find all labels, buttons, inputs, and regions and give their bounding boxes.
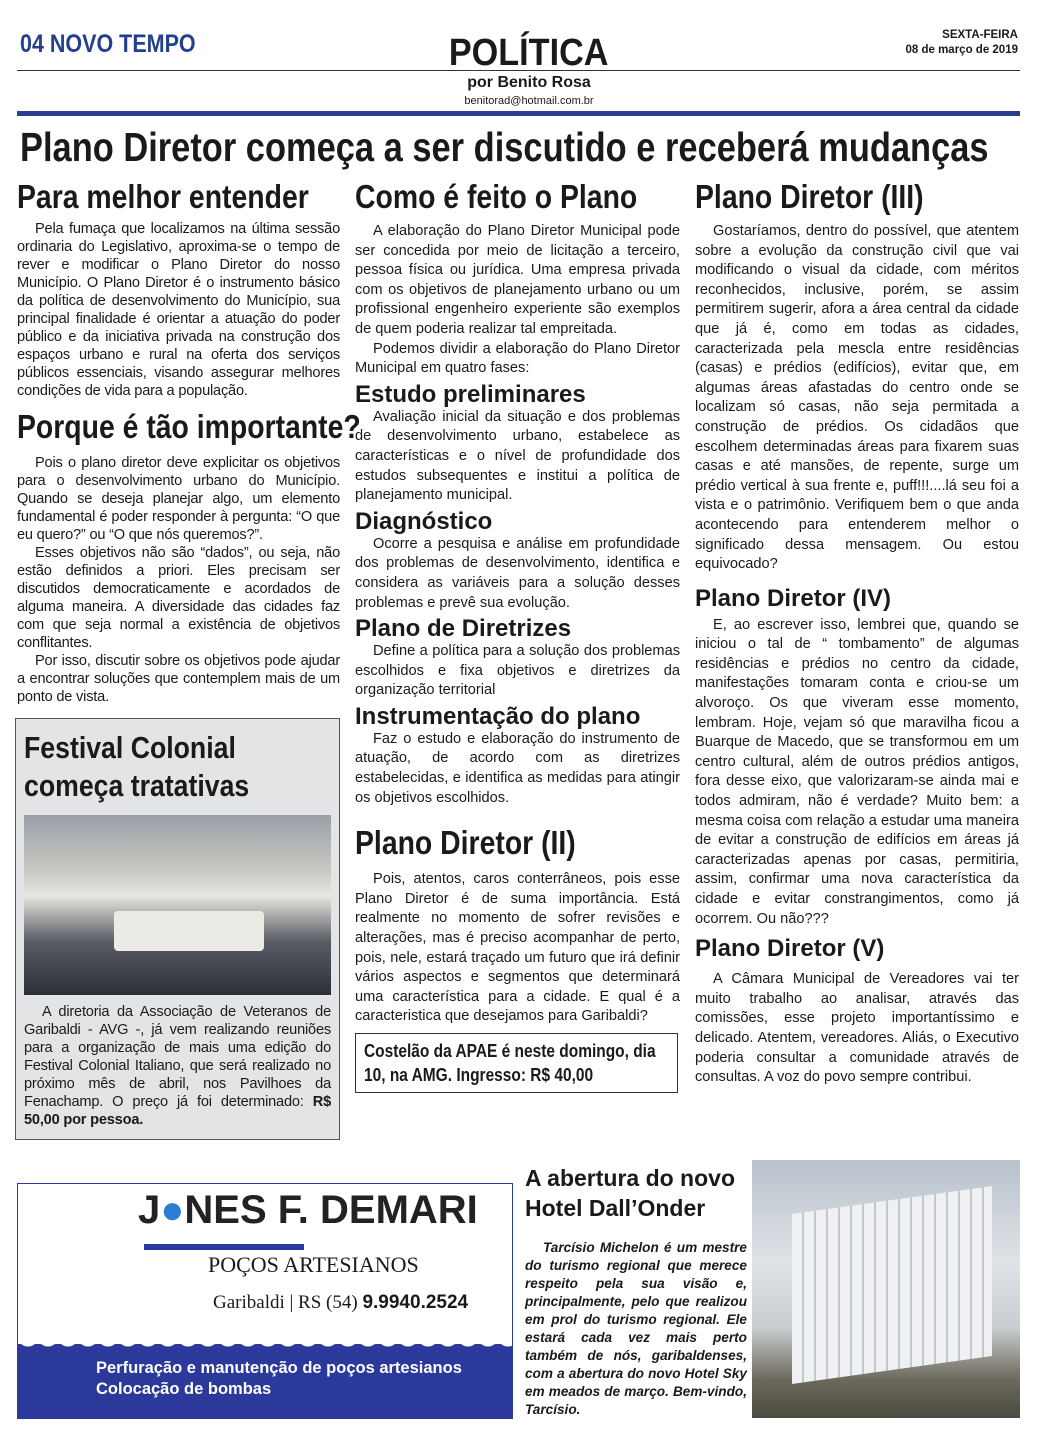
- paragraph: Gostaríamos, dentro do possível, que atentem sobre a evolução da construção civil que vai modificando o visual da cidade, com méritos reconhecidos, inclusive, porém, se assim permitirem sugerir, afora a área central da cidade que já é, como em todas as cidades, caracterizada pela mescla entre residências (casas) e prédios (edifícios), evitar que, em algumas áreas afastadas do centro onde se localizam só casas, não seja permitada a construção de prédios. Os cidadãos que escolhem determinadas áreas para fixarem suas casas e até mansões, de repente, surge um prédio vertical à sua frente e, puff!!!....lá seu foi a vista e o patrimônio. Verifiquem bem o que anda acontecendo para entenderem melhor o significado dessa mensagem. Ou estou equivocado?: [695, 223, 1019, 573]
- subheading: Plano de Diretrizes: [355, 615, 572, 643]
- paragraph: Faz o estudo e elaboração do instrumento de atuação, de acordo com as diretrizes estabelecidas, e identifica as medidas para atingir os objetivos escolhidos.: [355, 730, 680, 806]
- ad-contact: Garibaldi | RS (54) 9.9940.2524: [213, 1292, 469, 1313]
- demari-ad[interactable]: [17, 1183, 513, 1419]
- section-heading: Porque é tão importante?: [17, 408, 361, 445]
- meeting-photo: [24, 815, 331, 995]
- ad-name: J●NES F. DEMARI: [138, 1188, 478, 1232]
- paragraph: Avaliação inicial da situação e dos problemas de desenvolvimento urbano, estabelece as características e o nível de profundidade dos estudos subsequentes e institui a política de planejamento municipal.: [355, 408, 680, 504]
- subheading: Instrumentação do plano: [355, 702, 641, 730]
- subheading: Diagnóstico: [355, 507, 493, 535]
- water-drop-icon: ●: [160, 1188, 185, 1232]
- ad-services: Perfuração e manutenção de poços artesianos Colocação de bombas: [18, 1344, 512, 1419]
- costelao-box: Costelão da APAE é neste domingo, dia 10, na AMG. Ingresso: R$ 40,00: [355, 1033, 678, 1093]
- section-heading: Plano Diretor (III): [695, 178, 924, 215]
- dateline: SEXTA-FEIRA 08 de março de 2019: [905, 29, 1018, 56]
- festival-text: A diretoria da Associação de Veteranos de Garibaldi - AVG -, já vem realizando reuniões para a organização de mais uma edição do Festival Colonial Italiano, que será realizado no próximo mês de abril, nos Pavilhoes da Fenachamp. O preço já foi determinado: R$ 50,00 por pessoa.: [24, 1004, 331, 1128]
- paragraph: Por isso, discutir sobre os objetivos pode ajudar a encontrar soluções que contemplem mais de um ponto de vista.: [17, 653, 340, 705]
- festival-box: [15, 718, 340, 1140]
- author-email[interactable]: benitorad@hotmail.com.br: [464, 95, 594, 107]
- section-heading: Como é feito o Plano: [355, 178, 638, 215]
- section-heading: Plano Diretor (II): [355, 824, 576, 862]
- paragraph: Podemos dividir a elaboração do Plano Diretor Municipal em quatro fases:: [355, 340, 680, 377]
- paragraph: A elaboração do Plano Diretor Municipal pode ser concedida por meio de licitação a terceiro, pessoa física ou jurídica. Uma empresa privada com os objetivos de planejamento urbano ou um profissional engenheiro experiente são exemplos de quem poderia realizar tal empreitada.: [355, 223, 680, 337]
- byline: por Benito Rosa: [467, 74, 591, 91]
- subheading: Plano Diretor (IV): [695, 584, 892, 612]
- subheading: Estudo preliminares: [355, 380, 586, 408]
- hotel-photo: [752, 1160, 1020, 1418]
- paragraph: Pela fumaça que localizamos na última sessão ordinaria do Legislativo, aproxima-se o tempo de rever e modificar o Plano Diretor do nosso Município. O Plano Diretor é o instrumento básico da política de desenvolvimento do Município, sua principal finalidade é orientar a atuação do poder público e da iniciativa privada na construção dos espaços urbano e rural na oferta dos serviços públicos essenciais, visando assegurar melhores condições de vida para a população.: [17, 221, 340, 399]
- hotel-title: A abertura do novo Hotel Dall’Onder: [525, 1165, 735, 1221]
- subheading: Plano Diretor (V): [695, 935, 885, 963]
- headline: Plano Diretor começa a ser discutido e receberá mudanças: [20, 124, 989, 170]
- section-heading: Para melhor entender: [17, 178, 309, 215]
- section-title: POLÍTICA: [449, 32, 609, 74]
- wave-divider: [144, 1244, 304, 1250]
- hotel-text: Tarcísio Michelon é um mestre do turismo regional que merece respeito pela sua visão e, principalmente, pelo que realizou em prol do turismo regional. Ele estará cada vez mais perto também de nós, garibaldenses, com a abertura do novo Hotel Sky em meados de março. Bem-vindo, Tarcísio.: [525, 1240, 747, 1417]
- paragraph: A Câmara Municipal de Vereadores vai ter muito trabalho ao analisar, através das comissões, esse projeto importantíssimo e delicado. Atentem, vereadores. Aliás, o Executivo poderia consultar a comunidade através de consultas. A voz do povo sempre contribui.: [695, 971, 1019, 1086]
- ad-subtitle: POÇOS ARTESIANOS: [208, 1252, 419, 1277]
- paragraph: Pois o plano diretor deve explicitar os objetivos para o desenvolvimento urbano do Município. Quando se deseja planejar algo, um elemento fundamental é poder responder à pergunta: “O que eu quero?” ou “O que nós queremos?”.: [17, 455, 340, 543]
- header-rule: [17, 111, 1020, 116]
- paragraph: Esses objetivos não são “dados”, ou seja, não estão definidos a priori. Eles precisam ser discutidos democraticamente e acordados de alguma maneira. A diversidade das cidades faz com que seja normal a existência de objetivos conflitantes.: [17, 545, 340, 651]
- paragraph: Ocorre a pesquisa e análise em profundidade dos problemas de desenvolvimento, identifica e considera as variáveis para a solução desses problemas e prevê sua evolução.: [355, 535, 680, 611]
- paragraph: Define a política para a solução dos problemas escolhidos e fixa objetivos e diretrizes da organização territorial: [355, 643, 680, 699]
- paragraph: Pois, atentos, caros conterrâneos, pois esse Plano Diretor é de suma importância. Está realmente no momento de sofrer revisões e alterações, mas é preciso acompanhar de perto, pois, nele, estará traçado um futuro que irá definir vários aspectos e segmentos que determinará uma característica para a cidade. E qual é a caracteristica que desejamos para Garibaldi?: [355, 871, 680, 1025]
- festival-title: Festival Colonial começa tratativas: [24, 730, 250, 803]
- masthead-paper: 04 NOVO TEMPO: [20, 30, 196, 58]
- divider: [17, 70, 1020, 71]
- paragraph: E, ao escrever isso, lembrei que, quando se iniciou o tal de “ tombamento” de algumas residências e prédios no centro da cidade, manifestações tomaram conta e criou-se um alvoroço. Os que viveram esse momento, lembram. Hoje, vejam só que maravilha ficou a Buarque de Macedo, que se transformou em um centro cultural, além de outros prédios antigos, fora desse eixo, que valorizaram-se ainda mai e todos admiram, não é verdade? Muito bem: a mesma coisa com relação a estudar uma maneira de evitar a construção de edifícios em áreas já caracterizadas apenas por casas, permitiria, assim, confirmar uma nova característica da cidade e evitar constrangimentos, como já ocorrem. Ou não???: [695, 616, 1019, 927]
